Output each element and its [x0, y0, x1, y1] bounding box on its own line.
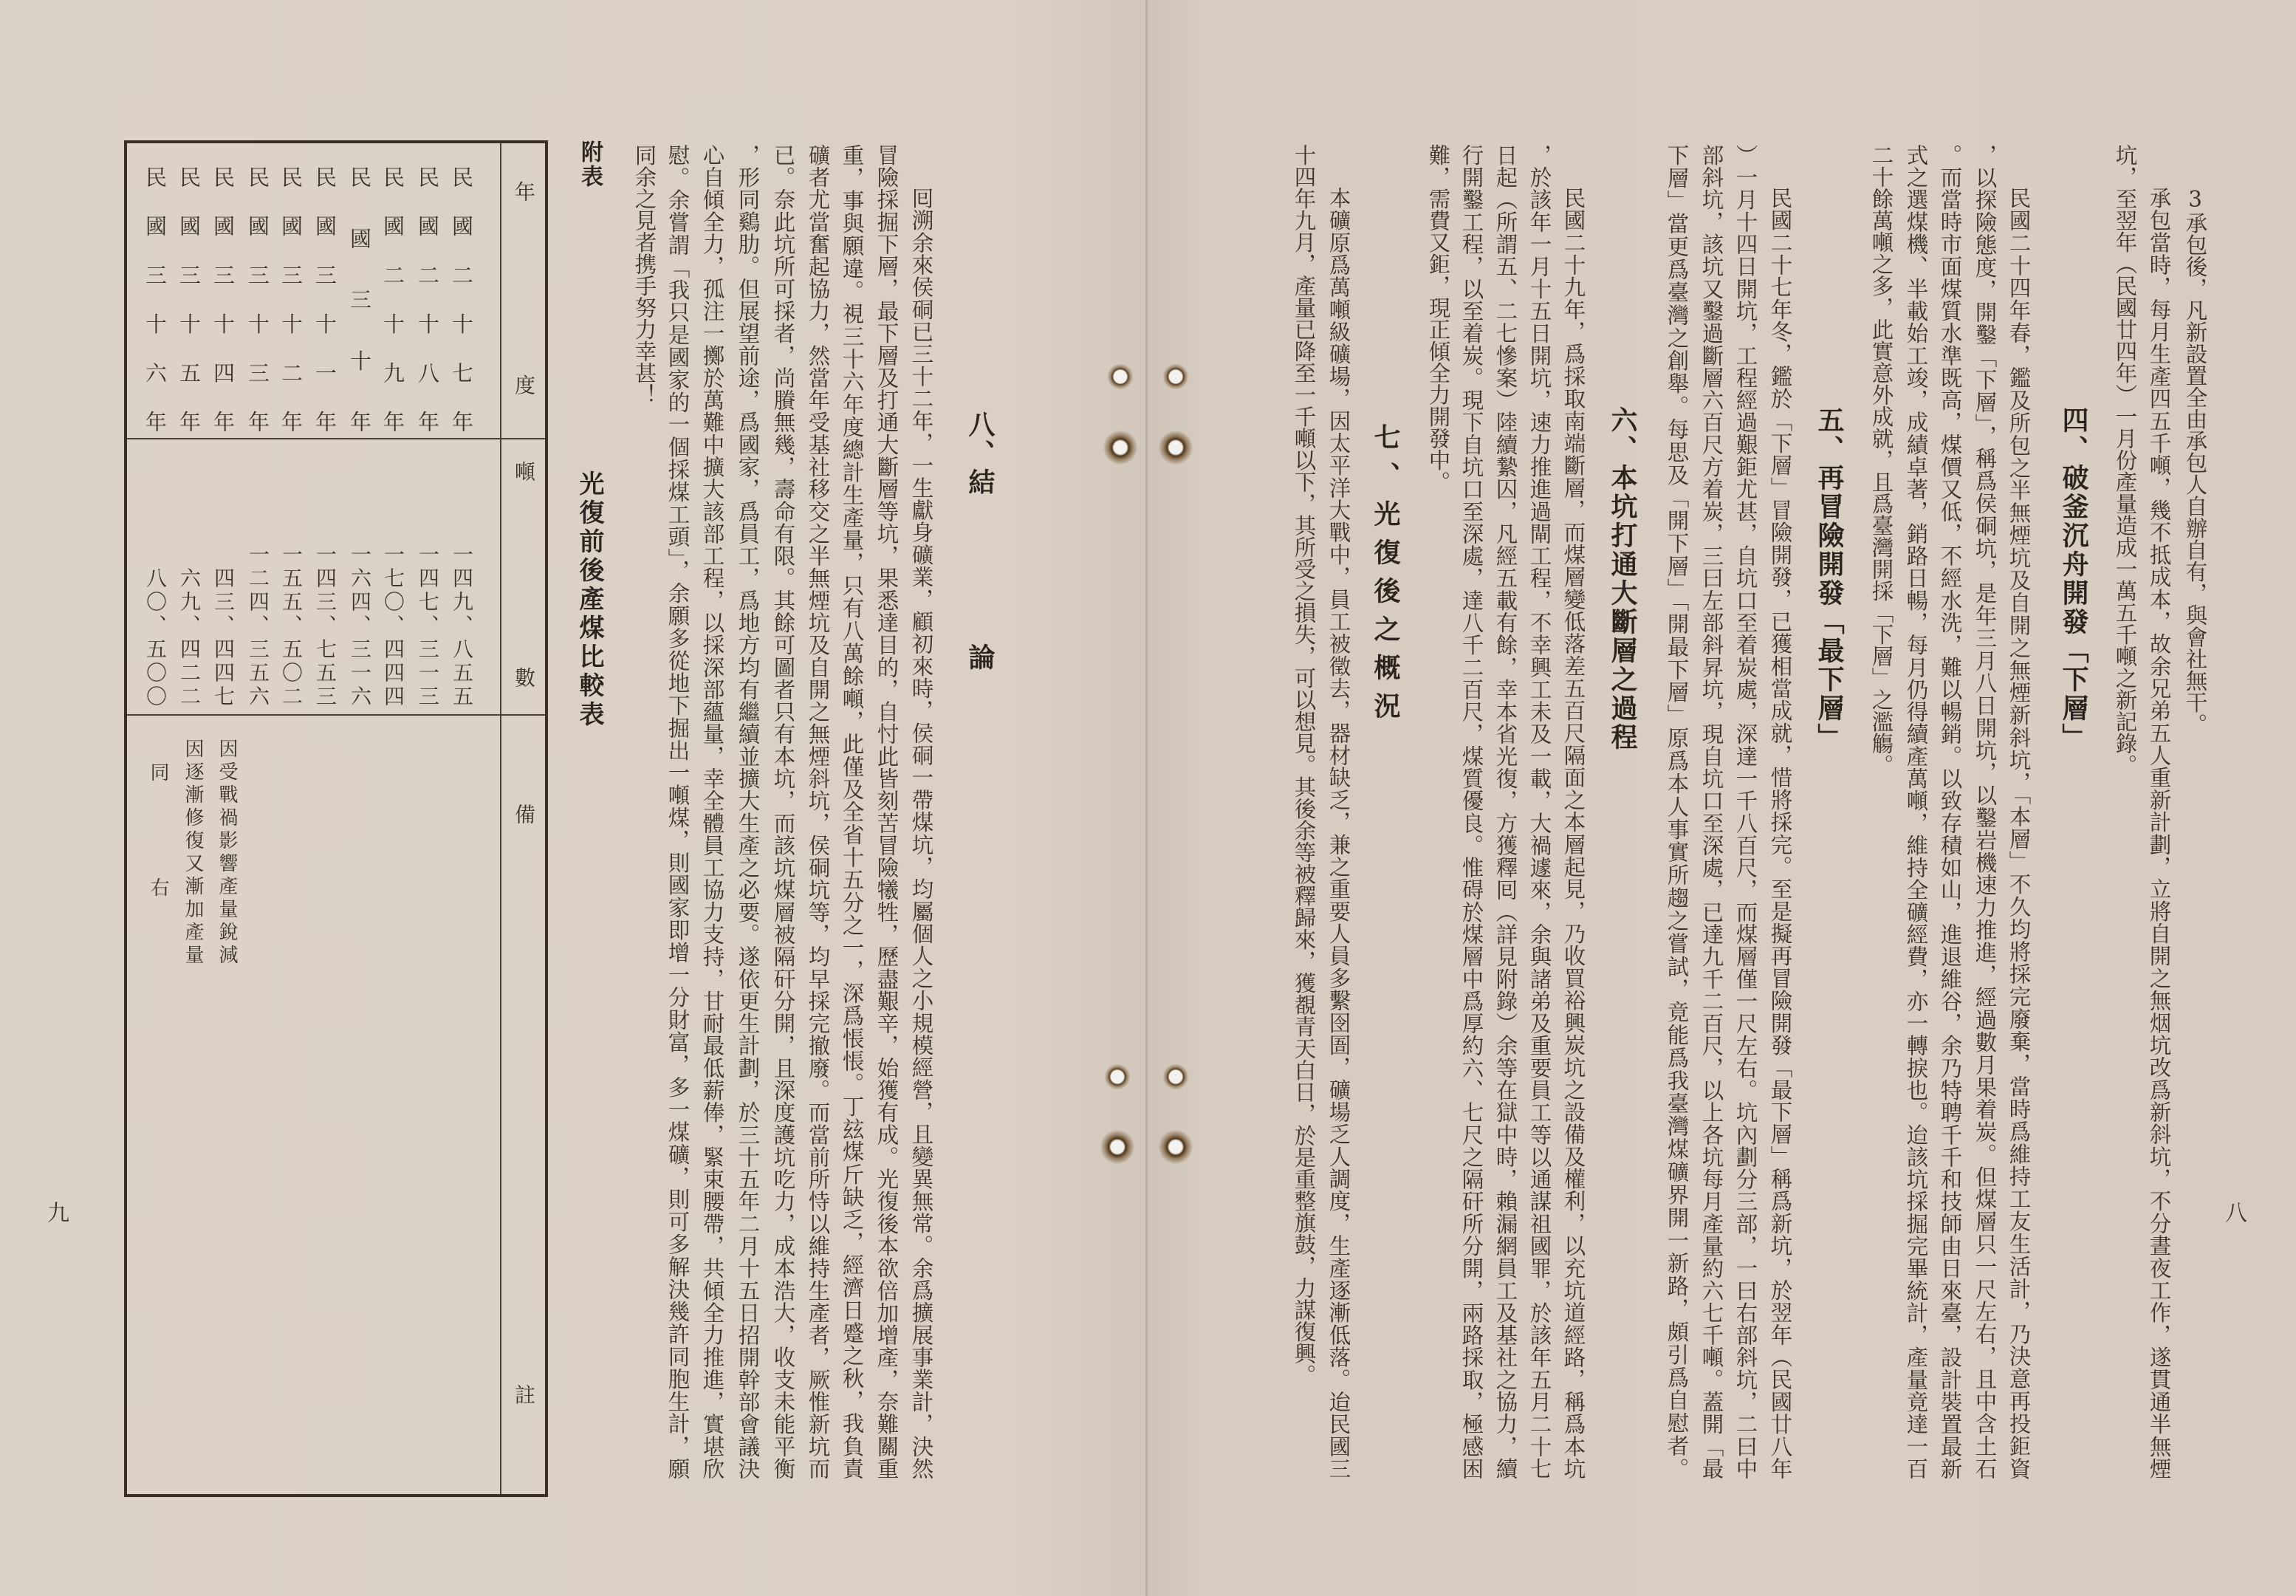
tons-cell: 六九、四二二: [177, 567, 202, 709]
text-column: 慰。余嘗謂「我只是國家的一個採煤工頭」，余願多從地下掘出一噸煤，則國家即增一分財富，多一煤礦，則可多解決幾許同胞生計，願: [665, 144, 690, 1479]
text-column: 十四年九月，產量已降至一千噸以下，其所受之損失，可以想見。其後余等被釋歸來，獲覩青天白日，於是重整旗鼓，力謀復興。: [1291, 144, 1317, 1386]
text-column: 民國二十九年，爲採取南端斷層，而煤層變低落差五百尺隔面之本層起見，乃收買裕興炭坑之設備及權利，以充坑道經路，稱爲本坑: [1560, 187, 1586, 1479]
text-column: 同余之見者携手努力幸甚！: [631, 144, 657, 405]
text-column: 已。奈此坑所可採者，尚賸無幾，壽命有限。其餘可圖者只有本坑，而該坑煤層被隔矸分開，且深度護坑吃力，成本浩大，收支未能平衡: [770, 144, 796, 1479]
binding-hole: [1108, 364, 1133, 389]
year-cell: 民國二十七年: [449, 166, 474, 432]
tons-cell: 一六四、三一六: [348, 544, 372, 709]
text-column: 。而當時市面煤質水準既高，煤價又低，不經水洗，難以暢銷。以致存積如山，進退維谷，余乃特聘千千和技師由日來臺，設計裝置最新: [1937, 144, 1963, 1479]
text-column: 承包當時，每月生產四五千噸，幾不抵成本，故余兄弟五人重新計劃，立將自開之無烟坑改爲新斜坑，不分晝夜工作，遂貫通半無煙: [2146, 187, 2172, 1479]
header-remarks: 備註: [512, 804, 536, 1405]
year-cell: 民國三十一年: [312, 166, 337, 432]
year-cell: 民國三十年: [347, 166, 372, 432]
tons-cell: 一四七、三一三: [416, 544, 440, 709]
text-column: 坑，至翌年（民國廿四年）一月份產量造成一萬五千噸之新記錄。: [2112, 144, 2138, 776]
year-cell: 民國三十五年: [177, 166, 202, 432]
tons-cell: 一五五、五〇二: [279, 544, 304, 709]
header-tons: 噸數: [512, 461, 536, 688]
page-number: 八: [2221, 1201, 2247, 1223]
year-cell: 民國三十二年: [278, 166, 304, 432]
text-column: 行開鑿工程，以至着炭。現下自坑口至深處，達八千二百尺，煤質優良。惟碍於煤層中爲厚約六、七尺之隔矸所分開，兩路採取，極感困: [1459, 144, 1484, 1479]
binding-hole: [1105, 1064, 1130, 1089]
section-heading: 五、再冒險開發「最下層」: [1814, 406, 1845, 752]
text-column: ，於該年一月十五日開坑，速力推進過閘工程，不幸興工未及一載，大禍遽來，余與諸弟及重要員工等以通謀祖國罪，於該年五月二十七: [1526, 144, 1552, 1479]
text-column: ）一月十四日開坑，工程經過艱鉅尤甚，自坑口至着炭處，深達一千八百尺，而煤層僅一尺左右。坑內劃分三部，一曰右部斜坑，二曰中: [1733, 144, 1758, 1479]
text-column: 礦者尤當奮起協力，然當年受基社移交之半無煙坑及自開之無煙斜坑，侯硐坑等，均早採完撤廢。而當前所恃以維持生產者，厥惟新坑而: [805, 144, 831, 1479]
remark-cell: 同右: [147, 762, 169, 897]
page-fold: [1145, 0, 1148, 1596]
table-row-divider: [127, 438, 545, 439]
tons-cell: 一二四、三五六: [246, 544, 270, 709]
remark-cell: 因逐漸修復又漸加產量: [182, 739, 204, 967]
text-column: 難，需費又鉅，現正傾全力開發中。: [1425, 144, 1451, 493]
tons-cell: 一四九、八五五: [450, 544, 474, 709]
appendix-title: 光復前後產煤比較表: [575, 470, 604, 730]
right-page: [1147, 0, 2296, 1596]
text-column: 本礦原爲萬噸級礦場，因太平洋大戰中，員工被徵去，器材缺乏，兼之重要人員多繫囹圄，礦場乏人調度，生產逐漸低落。迨民國三: [1326, 187, 1351, 1479]
text-column: 式之選煤機、半載始工竣，成績卓著，銷路日暢，每月仍得續產萬噸，維持全礦經費，亦一轉捩也。迨該坑採掘完畢統計，產量竟達一百: [1903, 144, 1929, 1479]
left-page: [0, 0, 1147, 1596]
binding-hole: [1163, 364, 1188, 389]
text-column: 3承包後，凡新設置全由承包人自辦自有，與會社無干。: [2182, 187, 2208, 735]
year-cell: 民國二十八年: [415, 166, 440, 432]
text-column: 重，事與願違。視三十六年度總計生產量，只有八萬餘噸，此僅及全省十五分之一，深爲悵悵。丁玆煤斤缺乏，經濟日蹙之秋，我負責: [839, 144, 865, 1479]
text-column: ，以探險態度，開鑿「下層」，稱爲侯硐坑，是年三月八日開坑，以鑿岩機速力推進，經過數月果着炭。但煤層只一尺左右，且中含土石: [1972, 144, 1998, 1479]
text-column: 二十餘萬噸之多，此實意外成就，且爲臺灣開採「下層」之濫觴。: [1868, 144, 1894, 776]
binding-hole: [1100, 1130, 1134, 1164]
text-column: 部斜坑，該坑又鑿過斷層六百尺方着炭，三曰左部斜昇坑，現自坑口至深處，已達九千二百尺，以上各坑每月產量約六七千噸。蓋開「最: [1699, 144, 1724, 1479]
tons-cell: 四三、四四七: [211, 567, 236, 709]
binding-hole: [1163, 1064, 1188, 1089]
appendix-label: 附表: [577, 140, 603, 189]
binding-hole: [1159, 1130, 1193, 1164]
section-heading: 七、光復後之概況: [1370, 423, 1401, 730]
text-column: 心自傾全力，孤注一擲於萬難中擴大該部工程，以採深部蘊量，幸全體員工協力支持，甘耐最低薪俸，緊束腰帶，共傾全力推進，實堪欣: [699, 144, 725, 1479]
header-year: 年度: [512, 181, 536, 395]
text-column: 冒險採掘下層，最下層及打通大斷層等坑，果悉達目的，自忖此皆刻苦冒險犧牲，歷盡艱辛，始獲有成。光復後本欲倍加增產，奈難關重: [874, 144, 899, 1479]
text-column: ，形同鷄肋。但展望前途，爲國家，爲員工，爲地方均有繼續並擴大生產之必要。遂依更生計劃，於三十五年二月十五日招開幹部會議決: [735, 144, 761, 1479]
tons-cell: 一七〇、四四四: [381, 544, 405, 709]
coal-production-table: [124, 140, 548, 1497]
binding-hole: [1103, 431, 1137, 465]
year-cell: 民國三十六年: [143, 166, 168, 432]
section-heading: 六、本坑打通大斷層之過程: [1607, 406, 1638, 752]
tons-cell: 一四三、七五三: [313, 544, 337, 709]
remark-cell: 因受戰禍影響產量銳減: [216, 739, 238, 967]
text-column: 囘溯余來侯硐已三十二年，一生獻身礦業，顧初來時，侯硐一帶煤坑，均屬個人之小規模經營，且變異無常。余爲擴展事業計，決然: [908, 187, 934, 1479]
text-column: 民國二十七年冬，鑑於「下層」冒險開發，已獲相當成就，惜將採完。至是擬再冒險開發「最下層」稱爲新坑，於翌年（民國廿八年: [1767, 187, 1793, 1479]
tons-cell: 八〇、五〇〇: [143, 567, 168, 709]
year-cell: 民國三十四年: [210, 166, 236, 432]
text-column: 民國二十四年春，鑑及所包之半無煙坑及自開之無煙新斜坑，「本層」不久均將採完廢棄，當時爲維持工友生活計，乃決意再投鉅資: [2006, 187, 2032, 1479]
section-heading: 八、結: [964, 411, 995, 497]
section-heading: 四、破釜沉舟開發「下層」: [2058, 406, 2089, 752]
binding-hole: [1159, 431, 1193, 465]
table-header-divider: [500, 143, 501, 1494]
table-row-divider: [127, 714, 545, 716]
text-column: 下層」當更爲臺灣之創舉。每思及「開下層」「開最下層」原爲本人事實所趨之嘗試，竟能爲我臺灣煤礦界開一新路，頗引爲自慰者。: [1664, 144, 1690, 1479]
section-heading: 論: [964, 643, 995, 672]
year-cell: 民國二十九年: [380, 166, 405, 432]
page-number: 九: [43, 1201, 69, 1223]
year-cell: 民國三十三年: [245, 166, 270, 432]
text-column: 日起（所謂五、二七慘案）陸續縶囚，凡經五載有餘，幸本省光復，方獲釋囘（詳見附錄）余等在獄中時，賴漏網員工及基社之協力，續: [1493, 144, 1518, 1479]
